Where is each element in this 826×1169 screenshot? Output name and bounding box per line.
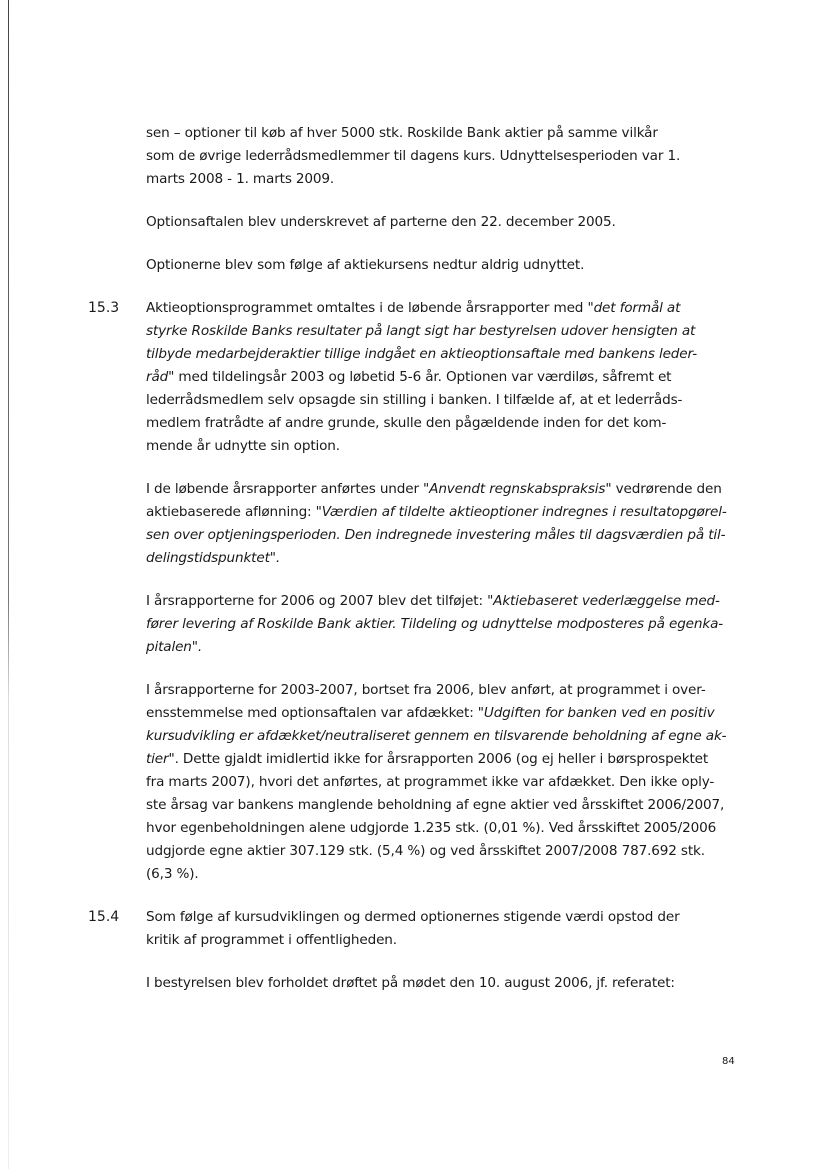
scan-margin-line bbox=[8, 0, 9, 1169]
paragraph bbox=[88, 211, 748, 234]
text-segment: " med tildelingsår 2003 og løbetid 5-6 år. Optionen var værdiløs, såfremt et bbox=[168, 369, 672, 385]
text-segment: mende år udnytte sin option. bbox=[146, 438, 340, 454]
text-segment: I de løbende årsrapporter anførtes under " bbox=[146, 481, 430, 497]
text-line bbox=[146, 412, 748, 435]
text-segment: " vedrørende den bbox=[605, 481, 722, 497]
paragraph bbox=[88, 590, 748, 659]
text-line bbox=[146, 929, 748, 952]
text-line bbox=[146, 771, 748, 794]
text-segment: I årsrapporterne for 2003-2007, bortset fra 2006, blev anført, at programmet i over- bbox=[146, 682, 706, 698]
text-line bbox=[146, 435, 748, 458]
text-segment: udgjorde egne aktier 307.129 stk. (5,4 %) og ved årsskiftet 2007/2008 787.692 stk. bbox=[146, 843, 705, 859]
quoted-text: delingstidspunktet". bbox=[146, 550, 281, 566]
quoted-text: fører levering af Roskilde Bank aktier. Tildeling og udnyttelse modposteres på egenka- bbox=[146, 616, 724, 632]
text-segment: I bestyrelsen blev forholdet drøftet på mødet den 10. august 2006, jf. referatet: bbox=[146, 975, 675, 991]
section-number: 15.3 bbox=[88, 300, 120, 316]
text-line bbox=[146, 613, 748, 636]
quoted-text: råd bbox=[146, 369, 169, 385]
paragraph bbox=[88, 972, 748, 995]
text-segment: medlem fratrådte af andre grunde, skulle den pågældende inden for det kom- bbox=[146, 415, 667, 431]
text-line bbox=[146, 122, 748, 145]
text-line bbox=[146, 972, 748, 995]
quoted-text: sen over optjeningsperioden. Den indregnede investering måles til dagsværdien på til- bbox=[146, 527, 726, 543]
quoted-text: kursudvikling er afdækket/neutraliseret gennem en tilsvarende beholdning af egne ak- bbox=[146, 728, 727, 744]
text-line bbox=[146, 590, 748, 613]
text-segment: kritik af programmet i offentligheden. bbox=[146, 932, 397, 948]
paragraph bbox=[88, 254, 748, 277]
paragraph bbox=[88, 478, 748, 570]
text-segment: lederrådsmedlem selv opsagde sin stilling i banken. I tilfælde af, at et lederråds- bbox=[146, 392, 683, 408]
quoted-text: styrke Roskilde Banks resultater på langt sigt har bestyrelsen udover hensigten at bbox=[146, 323, 696, 339]
text-line bbox=[146, 343, 748, 366]
text-line bbox=[146, 320, 748, 343]
quoted-text: Anvendt regnskabspraksis bbox=[429, 481, 606, 497]
text-line bbox=[146, 366, 748, 389]
text-line bbox=[146, 817, 748, 840]
text-line bbox=[146, 168, 748, 191]
text-segment: I årsrapporterne for 2006 og 2007 blev det tilføjet: bbox=[146, 593, 488, 609]
text-line bbox=[146, 748, 748, 771]
text-line bbox=[146, 145, 748, 168]
text-line bbox=[146, 725, 748, 748]
text-segment: Optionerne blev som følge af aktiekursens nedtur aldrig udnyttet. bbox=[146, 257, 585, 273]
paragraph bbox=[88, 679, 748, 886]
text-line bbox=[146, 478, 748, 501]
text-segment: ste årsag var bankens manglende beholdning af egne aktier ved årsskiftet 2006/2007, bbox=[146, 797, 725, 813]
text-line bbox=[146, 254, 748, 277]
text-line bbox=[146, 863, 748, 886]
quoted-text: Udgiften for banken ved en positiv bbox=[483, 705, 715, 721]
paragraph bbox=[88, 122, 748, 191]
text-line bbox=[146, 906, 748, 929]
text-segment: Optionsaftalen blev underskrevet af parterne den 22. december 2005. bbox=[146, 214, 616, 230]
text-segment: ensstemmelse med optionsaftalen var afdækket: " bbox=[146, 705, 484, 721]
numbered-paragraph bbox=[88, 906, 748, 952]
text-segment: som de øvrige lederrådsmedlemmer til dagens kurs. Udnyttelsesperioden var 1. bbox=[146, 148, 681, 164]
text-segment: Som følge af kursudviklingen og dermed optionernes stigende værdi opstod der bbox=[146, 909, 680, 925]
text-segment: Aktieoptionsprogrammet omtaltes i de løbende årsrapporter med " bbox=[146, 300, 594, 316]
quoted-text: tilbyde medarbejderaktier tillige indgået en aktieoptionsaftale med bankens leder- bbox=[146, 346, 697, 362]
text-segment: aktiebaserede aflønning: " bbox=[146, 504, 322, 520]
text-line bbox=[146, 636, 748, 659]
text-segment: ". Dette gjaldt imidlertid ikke for årsrapporten 2006 (og ej heller i børsprospektet bbox=[168, 751, 709, 767]
quoted-text: tier bbox=[146, 751, 169, 767]
text-segment: (6,3 %). bbox=[146, 866, 199, 882]
text-line bbox=[146, 211, 748, 234]
text-line bbox=[146, 297, 748, 320]
text-segment: fra marts 2007), hvori det anførtes, at programmet ikke var afdækket. Den ikke oply- bbox=[146, 774, 715, 790]
text-segment: hvor egenbeholdningen alene udgjorde 1.235 stk. (0,01 %). Ved årsskiftet 2005/2006 bbox=[146, 820, 717, 836]
text-line bbox=[146, 794, 748, 817]
text-line bbox=[146, 679, 748, 702]
quoted-text: "Aktiebaseret vederlæggelse med- bbox=[487, 593, 720, 609]
text-line bbox=[146, 389, 748, 412]
document-body bbox=[88, 122, 748, 1015]
numbered-paragraph bbox=[88, 297, 748, 458]
text-line bbox=[146, 840, 748, 863]
text-segment: sen – optioner til køb af hver 5000 stk. Roskilde Bank aktier på samme vilkår bbox=[146, 125, 658, 141]
quoted-text: det formål at bbox=[593, 300, 681, 316]
text-segment: marts 2008 - 1. marts 2009. bbox=[146, 171, 335, 187]
text-line bbox=[146, 547, 748, 570]
quoted-text: pitalen". bbox=[146, 639, 203, 655]
section-number: 15.4 bbox=[88, 909, 120, 925]
text-line bbox=[146, 524, 748, 547]
quoted-text: Værdien af tildelte aktieoptioner indregnes i resultatopgørel- bbox=[321, 504, 727, 520]
text-line bbox=[146, 702, 748, 725]
text-line bbox=[146, 501, 748, 524]
page-number: 84 bbox=[722, 1056, 735, 1067]
